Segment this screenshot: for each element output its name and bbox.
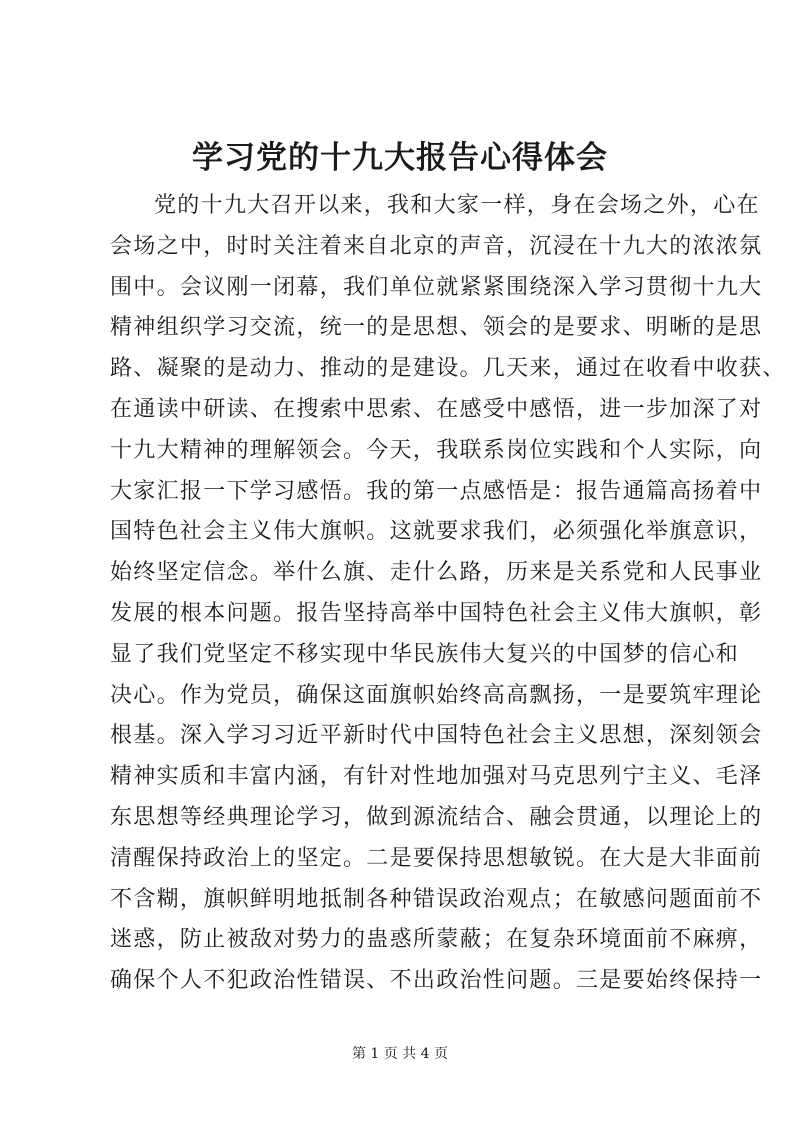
body-line: 会场之中，时时关注着来自北京的声音，沉浸在十九大的浓浓氛 <box>110 233 763 259</box>
body-line: 围中。会议刚一闭幕，我们单位就紧紧围绕深入学习贯彻十九大 <box>110 274 763 300</box>
body-line: 根基。深入学习习近平新时代中国特色社会主义思想，深刻领会 <box>110 723 763 749</box>
document-title: 学习党的十九大报告心得体会 <box>192 140 608 176</box>
body-line: 显了我们党坚定不移实现中华民族伟大复兴的中国梦的信心和 <box>110 641 740 667</box>
body-line: 十九大精神的理解领会。今天，我联系岗位实践和个人实际，向 <box>110 437 763 463</box>
body-line: 始终坚定信念。举什么旗、走什么路，历来是关系党和人民事业 <box>110 560 763 586</box>
body-line: 决心。作为党员，确保这面旗帜始终高高飘扬，一是要筑牢理论 <box>110 682 763 708</box>
body-line: 精神组织学习交流，统一的是思想、领会的是要求、明晰的是思 <box>110 315 763 341</box>
body-line: 党的十九大召开以来，我和大家一样，身在会场之外，心在 <box>154 193 760 218</box>
body-line: 路、凝聚的是动力、推动的是建设。几天来，通过在收看中收获、 <box>110 356 786 382</box>
body-line: 不含糊，旗帜鲜明地抵制各种错误政治观点；在敏感问题面前不 <box>110 886 763 912</box>
page-footer: 第 1 页 共 4 页 <box>351 1046 449 1062</box>
body-line: 东思想等经典理论学习，做到源流结合、融会贯通，以理论上的 <box>110 804 763 830</box>
body-line: 清醒保持政治上的坚定。二是要保持思想敏锐。在大是大非面前 <box>110 845 763 871</box>
document-body <box>110 186 786 1002</box>
body-line: 在通读中研读、在搜索中思索、在感受中感悟，进一步加深了对 <box>110 396 763 422</box>
body-line: 大家汇报一下学习感悟。我的第一点感悟是：报告通篇高扬着中 <box>110 478 763 504</box>
body-line: 发展的根本问题。报告坚持高举中国特色社会主义伟大旗帜，彰 <box>110 600 763 626</box>
body-line: 确保个人不犯政治性错误、不出政治性问题。三是要始终保持一 <box>110 968 763 994</box>
body-line: 精神实质和丰富内涵，有针对性地加强对马克思列宁主义、毛泽 <box>110 764 763 790</box>
body-line: 迷惑，防止被敌对势力的蛊惑所蒙蔽；在复杂环境面前不麻痹， <box>110 927 763 953</box>
body-line: 国特色社会主义伟大旗帜。这就要求我们，必须强化举旗意识， <box>110 519 763 545</box>
